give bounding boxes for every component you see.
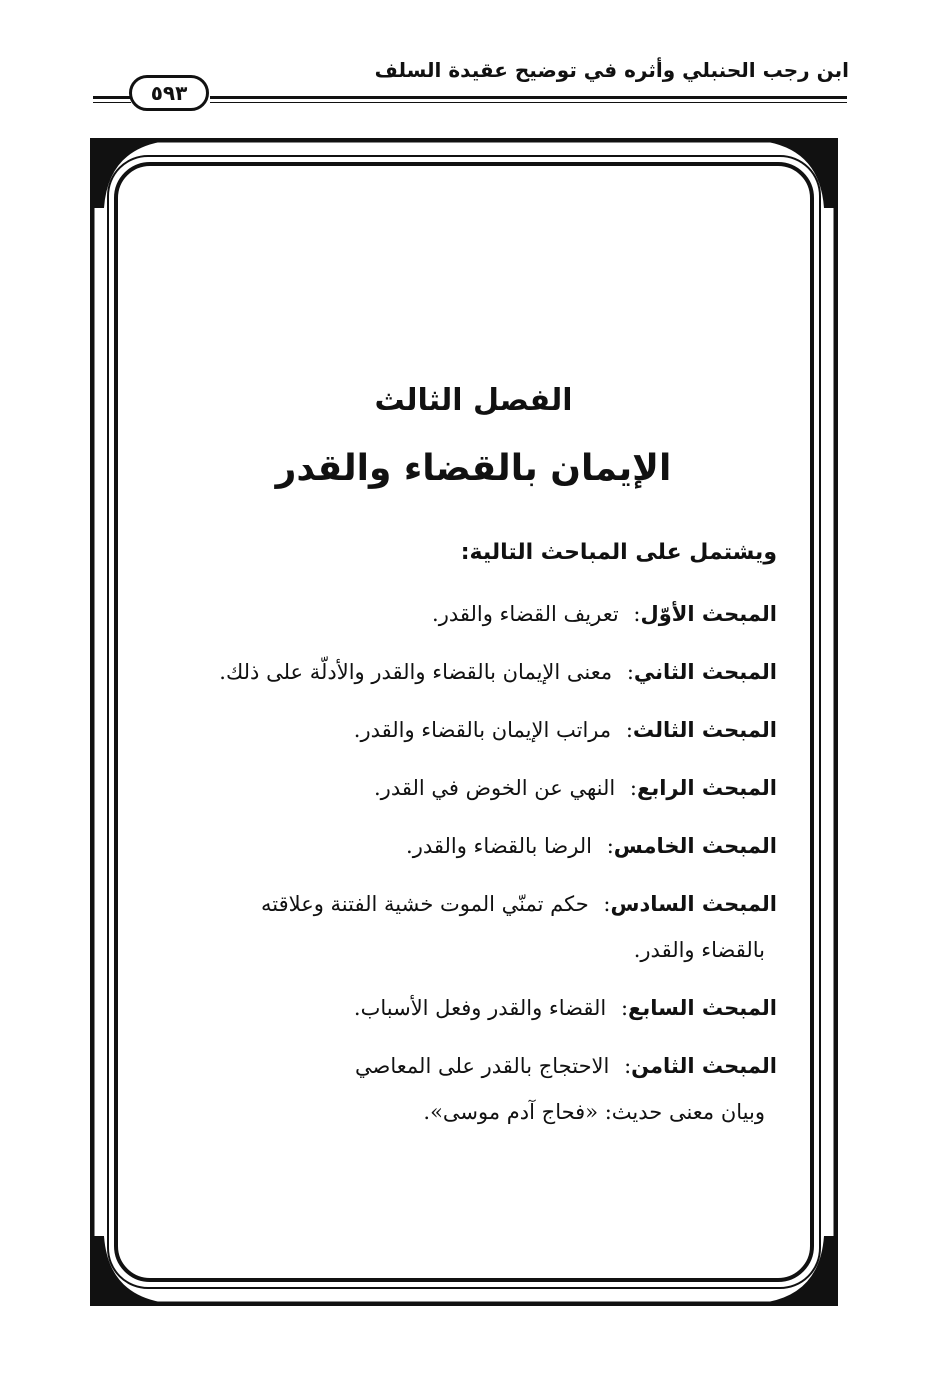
section-label: المبحث الرابع: [637, 776, 777, 800]
colon: :: [603, 892, 611, 916]
section-text: مراتب الإيمان بالقضاء والقدر.: [353, 718, 612, 742]
list-item: [87, 1048, 777, 1130]
list-item: [87, 654, 777, 690]
chapter-title: الإيمان بالقضاء والقدر: [275, 448, 672, 489]
section-text: حكم تمنّي الموت خشية الفتنة وعلاقته: [261, 892, 589, 916]
section-text-continued: بالقضاء والقدر.: [633, 938, 765, 962]
section-text: معنى الإيمان بالقضاء والقدر والأدلّة على ذلك.: [219, 660, 613, 684]
running-title: ابن رجب الحنبلي وأثره في توضيح عقيدة السلف: [374, 58, 849, 82]
section-label: المبحث الثاني: [633, 660, 777, 684]
sections-list: [87, 596, 777, 1152]
colon: :: [625, 718, 633, 742]
list-item: [87, 770, 777, 806]
colon: :: [633, 602, 641, 626]
list-item: [87, 596, 777, 632]
list-item: [87, 712, 777, 748]
chapter-label: الفصل الثالث: [374, 383, 573, 418]
colon: :: [626, 660, 634, 684]
section-label: المبحث السادس: [610, 892, 777, 916]
list-item: [87, 828, 777, 864]
section-text: الرضا بالقضاء والقدر.: [406, 834, 593, 858]
colon: :: [606, 834, 614, 858]
colon: :: [629, 776, 637, 800]
section-label: المبحث الأوّل: [640, 602, 777, 626]
section-label: المبحث الخامس: [613, 834, 777, 858]
section-text-continued: وبيان معنى حديث: «فحاج آدم موسى».: [423, 1100, 765, 1124]
colon: :: [620, 996, 629, 1020]
header-rule: [210, 96, 847, 103]
section-label: المبحث الثالث: [632, 718, 777, 742]
section-text: النهي عن الخوض في القدر.: [374, 776, 616, 800]
list-item: [87, 990, 777, 1026]
section-text: تعريف القضاء والقدر.: [432, 602, 619, 626]
page-number: ٥٩٣: [129, 75, 209, 111]
section-text: الاحتجاج بالقدر على المعاصي: [355, 1054, 610, 1078]
section-label: المبحث الثامن: [631, 1054, 777, 1078]
colon: :: [624, 1054, 632, 1078]
intro-line: ويشتمل على المباحث التالية:: [460, 540, 777, 565]
section-text: القضاء والقدر وفعل الأسباب.: [353, 996, 607, 1020]
section-label: المبحث السابع: [628, 996, 777, 1020]
list-item: [87, 886, 777, 968]
header-rule-left: [93, 96, 131, 103]
